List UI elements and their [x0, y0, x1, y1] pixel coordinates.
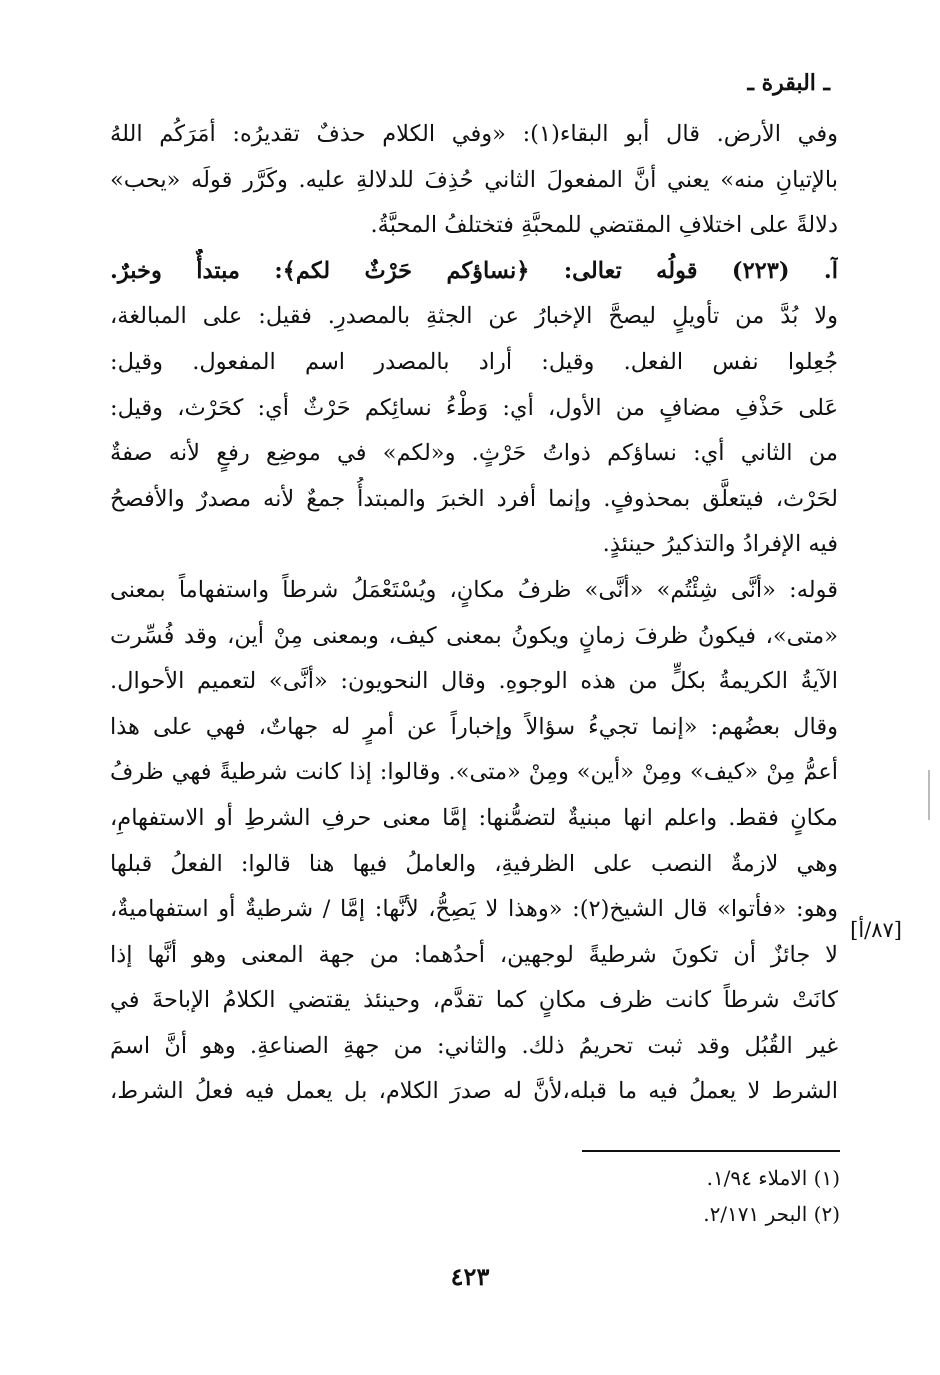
text-line: دلالةً على اختلافِ المقتضي للمحبَّةِ فتختلفُ المحبَّةُ. [370, 212, 838, 239]
text-line: بالإتيانِ منه» يعني أنَّ المفعولَ الثاني حُذِفَ للدلالةِ عليه. وكَرَّر قولَه «يحب» [110, 166, 838, 193]
text-line: جُعِلوا نفس الفعل. وقيل: أراد بالمصدر اسم المفعول. وقيل: [110, 348, 838, 375]
body-text [110, 112, 838, 1115]
running-header: ـ البقرة ـ [747, 70, 830, 96]
folio-margin-note: [٨٧/أ] [850, 918, 902, 942]
text-line: عَلى حَذْفِ مضافٍ من الأول، أي: وَطْءُ نسائِكم حَرْثٌ أي: كحَرْث، وقيل: [110, 394, 838, 421]
text-line: أعمُّ مِنْ «كيف» ومِنْ «أين» ومِنْ «متى». وقالوا: إذا كانت شرطيةً فهي ظرفُ [110, 759, 838, 786]
footnotes [440, 1160, 840, 1232]
text-line: مكانٍ فقط. واعلم انها مبنيةٌ لتضمُّنها: إمَّا معنى حرفِ الشرطِ أو الاستفهامِ، [110, 804, 838, 831]
text-line: ولا بُدَّ من تأويلٍ ليصحَّ الإخبارُ عن الجثةِ بالمصدرِ. فقيل: على المبالغة، [110, 303, 838, 330]
text-line: قوله: «أنَّى شِئْتُم» «أنَّى» ظرفُ مكانٍ، ويُسْتَعْمَلُ شرطاً واستفهاماً بمعنى [110, 576, 838, 603]
text-line: وفي الأرض. قال أبو البقاء(١): «وفي الكلام حذفٌ تقديرُه: أمَرَكُم اللهُ [110, 121, 838, 147]
footnote-divider [582, 1150, 840, 1152]
text-line: كانَتْ شرطاً كانت ظرف مكانٍ كما تقدَّم، وحينئذ يقتضي الكلامُ الإباحةَ في [110, 987, 838, 1014]
text-line: من الثاني أي: نساؤكم ذواتُ حَرْثٍ. و«لكم» في موضِع رفعٍ لأنه صفةٌ [110, 440, 838, 467]
text-line: «متى»، فيكونُ ظرفَ زمانٍ ويكونُ بمعنى كيف، وبمعنى مِنْ أين، وقد فُسِّرت [110, 622, 838, 649]
text-line: الآيةُ الكريمةُ بكلٍّ من هذه الوجوهِ. وقال النحويون: «أنَّى» لتعميم الأحوال. [110, 668, 838, 695]
text-line: لا جائزٌ أن تكونَ شرطيةً لوجهين، أحدُهما: من جهة المعنى وهو أنَّها إذا [110, 941, 838, 968]
scan-edge-mark [928, 770, 930, 820]
page-number: ٤٢٣ [450, 1262, 490, 1291]
text-line: غير القُبُل وقد ثبت تحريمُ ذلك. والثاني: من جهةِ الصناعةِ. وهو أنَّ اسمَ [110, 1032, 838, 1059]
footnote-item: (٢) البحر ٢/١٧١. [703, 1202, 840, 1226]
footnote-item: (١) الاملاء ١/٩٤. [706, 1166, 840, 1190]
text-line: الشرط لا يعملُ فيه ما قبله،لأنَّ له صدرَ الكلام، بل يعمل فيه فعلُ الشرط، [110, 1078, 838, 1105]
text-line: فيه الإفرادُ والتذكيرُ حينئذٍ. [602, 531, 838, 558]
verse-heading-line: آ. (٢٢٣) قولُه تعالى: ﴿نساؤكم حَرْثٌ لكم﴾: مبتدأٌ وخبرٌ. [110, 257, 838, 284]
text-line: وهي لازمةٌ النصب على الظرفيةِ، والعاملُ فيها هنا قالوا: الفعلُ قبلها [110, 850, 838, 877]
text-line: وهو: «فأتوا» قال الشيخ(٢): «وهذا لا يَصِحُّ، لأنَّها: إمَّا / شرطيةٌ أو استفهاميةٌ، [110, 896, 838, 923]
text-line: لحَرْث، فيتعلَّق بمحذوفٍ. وإنما أفرد الخبرَ والمبتدأُ جمعٌ لأنه مصدرٌ والأفصحُ [110, 485, 838, 512]
text-line: وقال بعضُهم: «إنما تجيءُ سؤالاً وإخباراً عن أمرٍ له جهاتٌ، فهي على هذا [110, 713, 838, 740]
